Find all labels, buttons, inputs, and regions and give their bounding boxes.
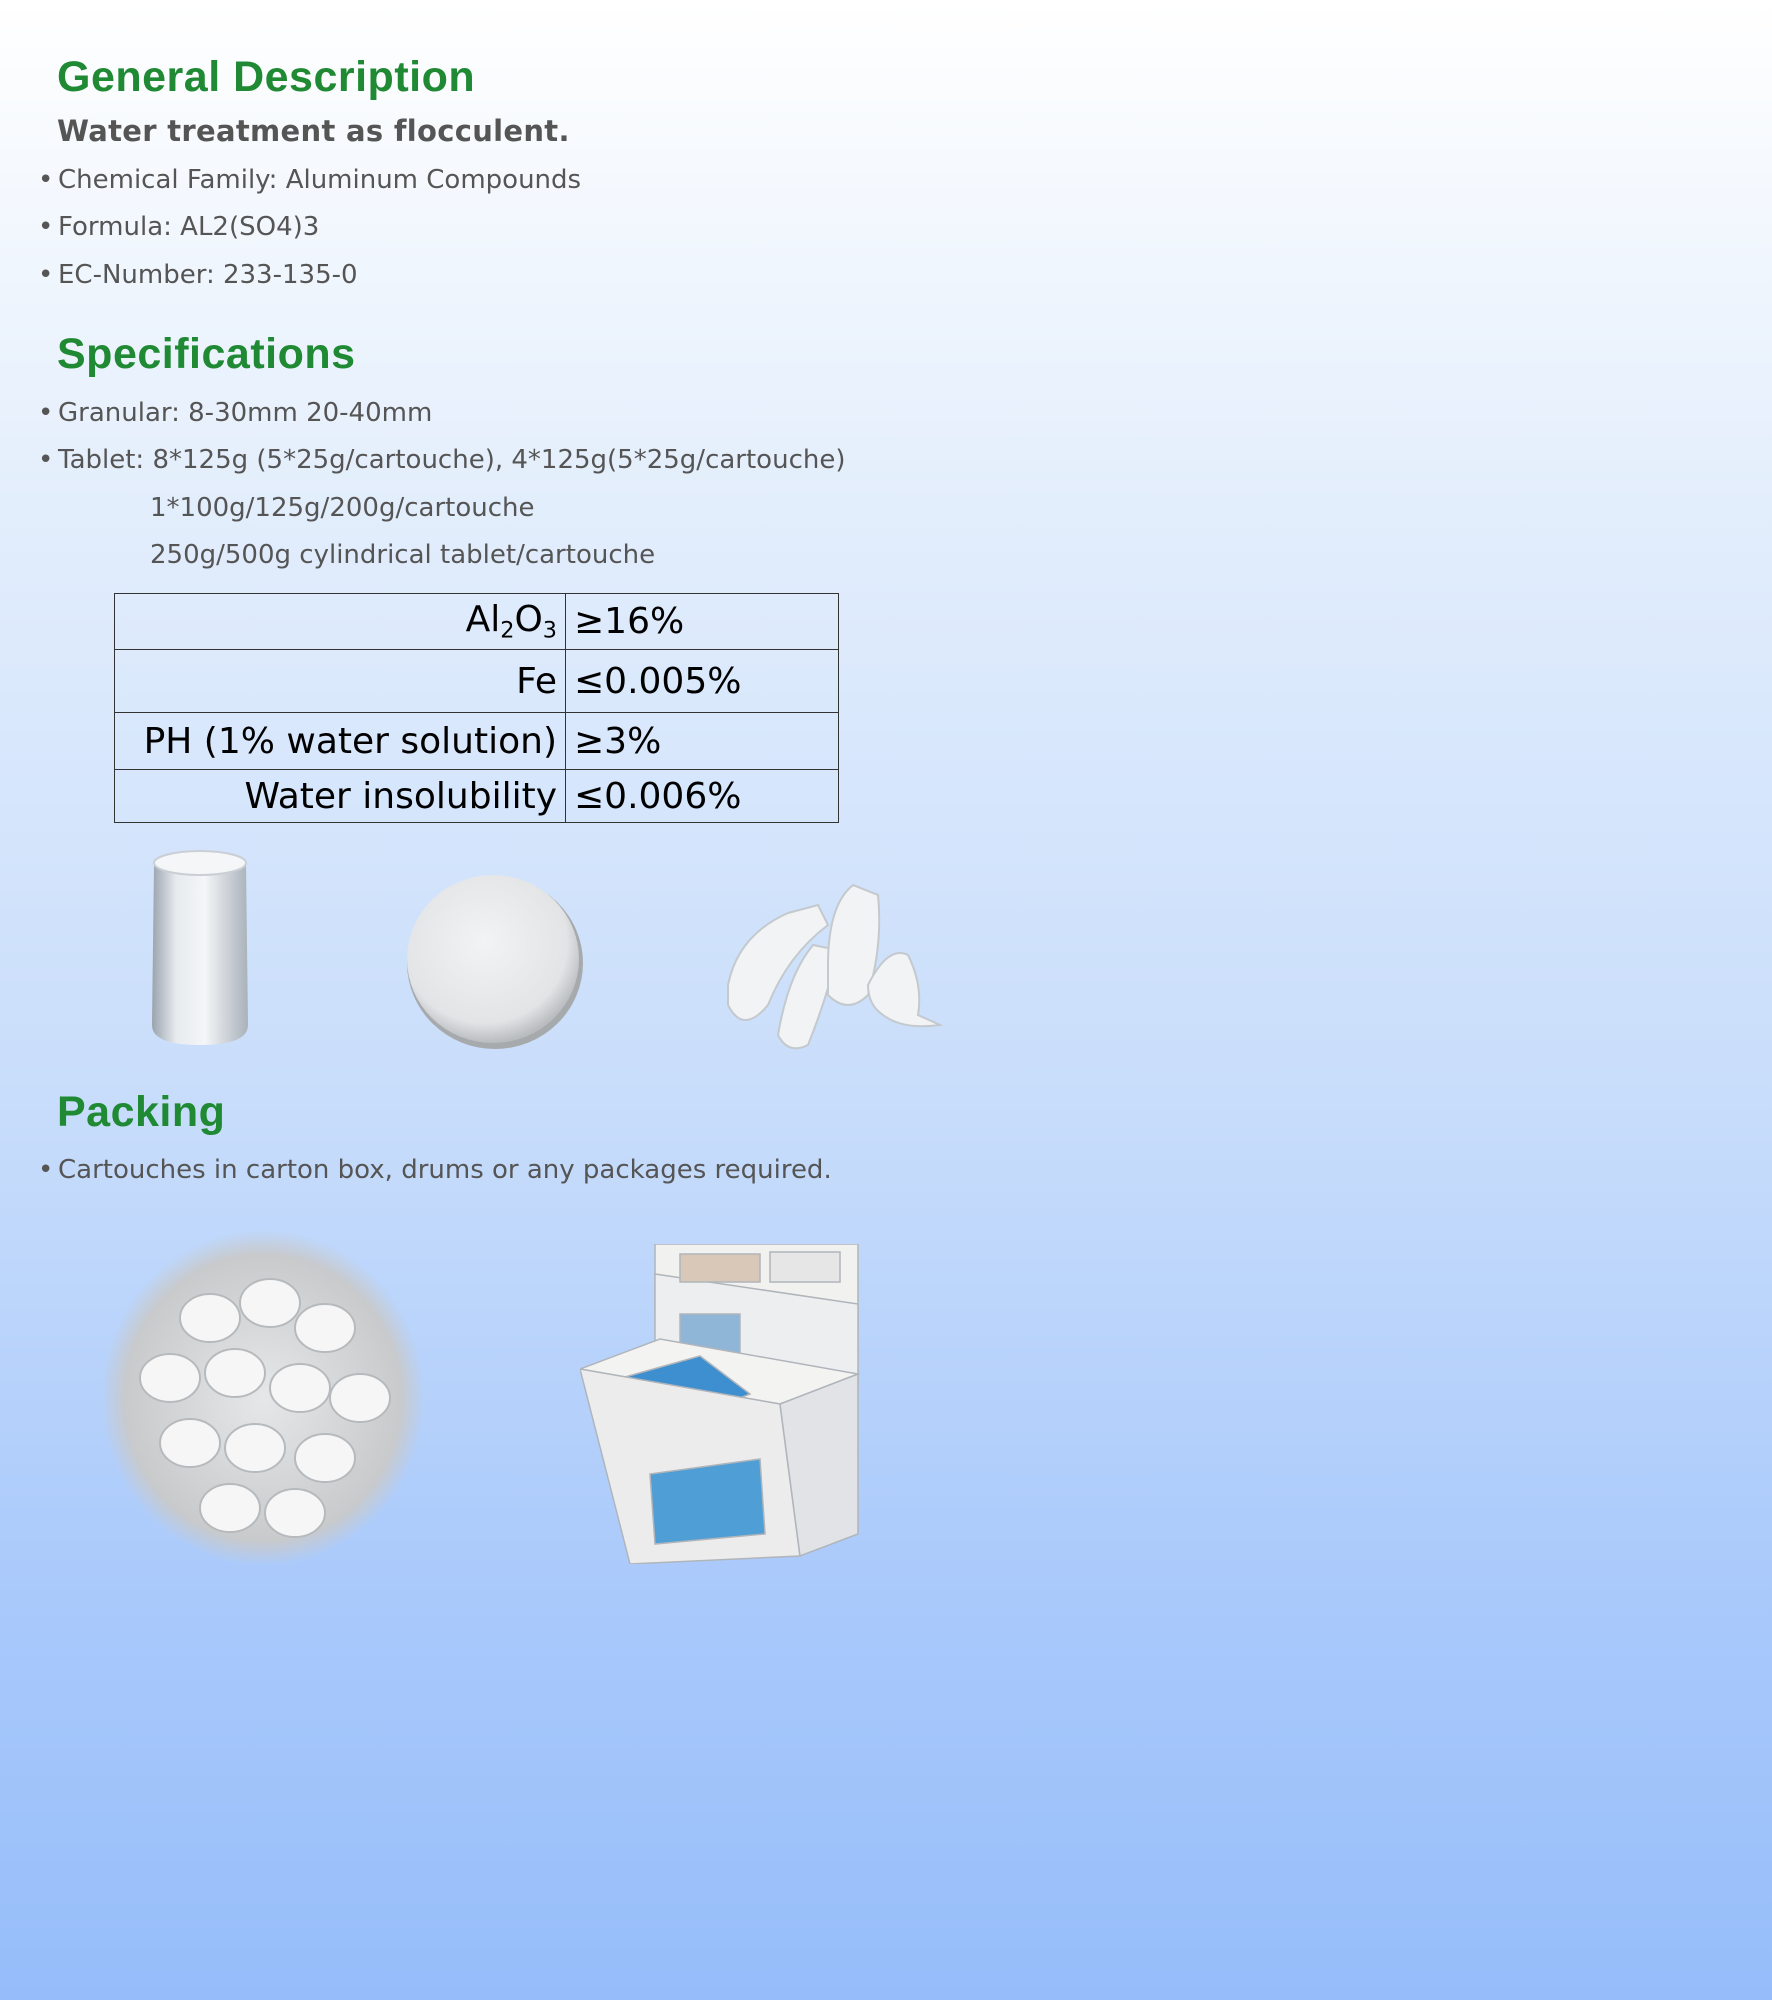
list-item-ec-number <box>38 260 358 290</box>
table-cell-label: Water insolubility <box>115 770 566 823</box>
list-item-text: Tablet: 8*125g (5*25g/cartouche), 4*125g(5*25g/cartouche) <box>58 445 846 475</box>
list-item-granular <box>38 398 433 428</box>
list-item-text: Formula: AL2(SO4)3 <box>58 212 320 242</box>
table-cell-value: ≤0.005% <box>566 650 839 713</box>
bullet: • <box>38 260 54 290</box>
general-description-heading: General Description <box>57 53 476 101</box>
table-cell-label: Fe <box>115 650 566 713</box>
tablet-line-2: 1*100g/125g/200g/cartouche <box>150 493 535 523</box>
specifications-heading: Specifications <box>57 330 356 378</box>
table-row <box>115 650 839 713</box>
bullet: • <box>38 445 54 475</box>
carton-boxes-image <box>580 1244 860 1564</box>
table-cell-value: ≥3% <box>566 713 839 770</box>
table-row <box>115 594 839 650</box>
list-item-text: Chemical Family: Aluminum Compounds <box>58 165 582 195</box>
tablet-line-3: 250g/500g cylindrical tablet/cartouche <box>150 540 656 570</box>
bullet: • <box>38 398 54 428</box>
table-cell-label: PH (1% water solution) <box>115 713 566 770</box>
list-item-packing <box>38 1155 832 1185</box>
cartouches-container-image <box>100 1228 430 1568</box>
list-item-text: Cartouches in carton box, drums or any packages required. <box>58 1155 832 1185</box>
table-cell-value: ≥16% <box>566 594 839 650</box>
table-cell-label: $Al_2O_3$ <box>115 594 566 650</box>
table-row <box>115 713 839 770</box>
bullet: • <box>38 212 54 242</box>
list-item-tablet <box>38 445 846 475</box>
list-item-chemical-family <box>38 165 582 195</box>
list-item-text: EC-Number: 233-135-0 <box>58 260 358 290</box>
bullet: • <box>38 165 54 195</box>
cylindrical-tablet-image <box>140 845 260 1050</box>
round-tablet-image <box>400 870 590 1050</box>
cartouche-bags-image <box>718 875 948 1050</box>
general-subtitle: Water treatment as flocculent. <box>57 114 570 148</box>
packing-heading: Packing <box>57 1088 226 1136</box>
list-item-formula <box>38 212 320 242</box>
bullet: • <box>38 1155 54 1185</box>
list-item-text: Granular: 8-30mm 20-40mm <box>58 398 433 428</box>
table-cell-value: ≤0.006% <box>566 770 839 823</box>
table-row <box>115 770 839 823</box>
specification-table <box>114 593 839 823</box>
